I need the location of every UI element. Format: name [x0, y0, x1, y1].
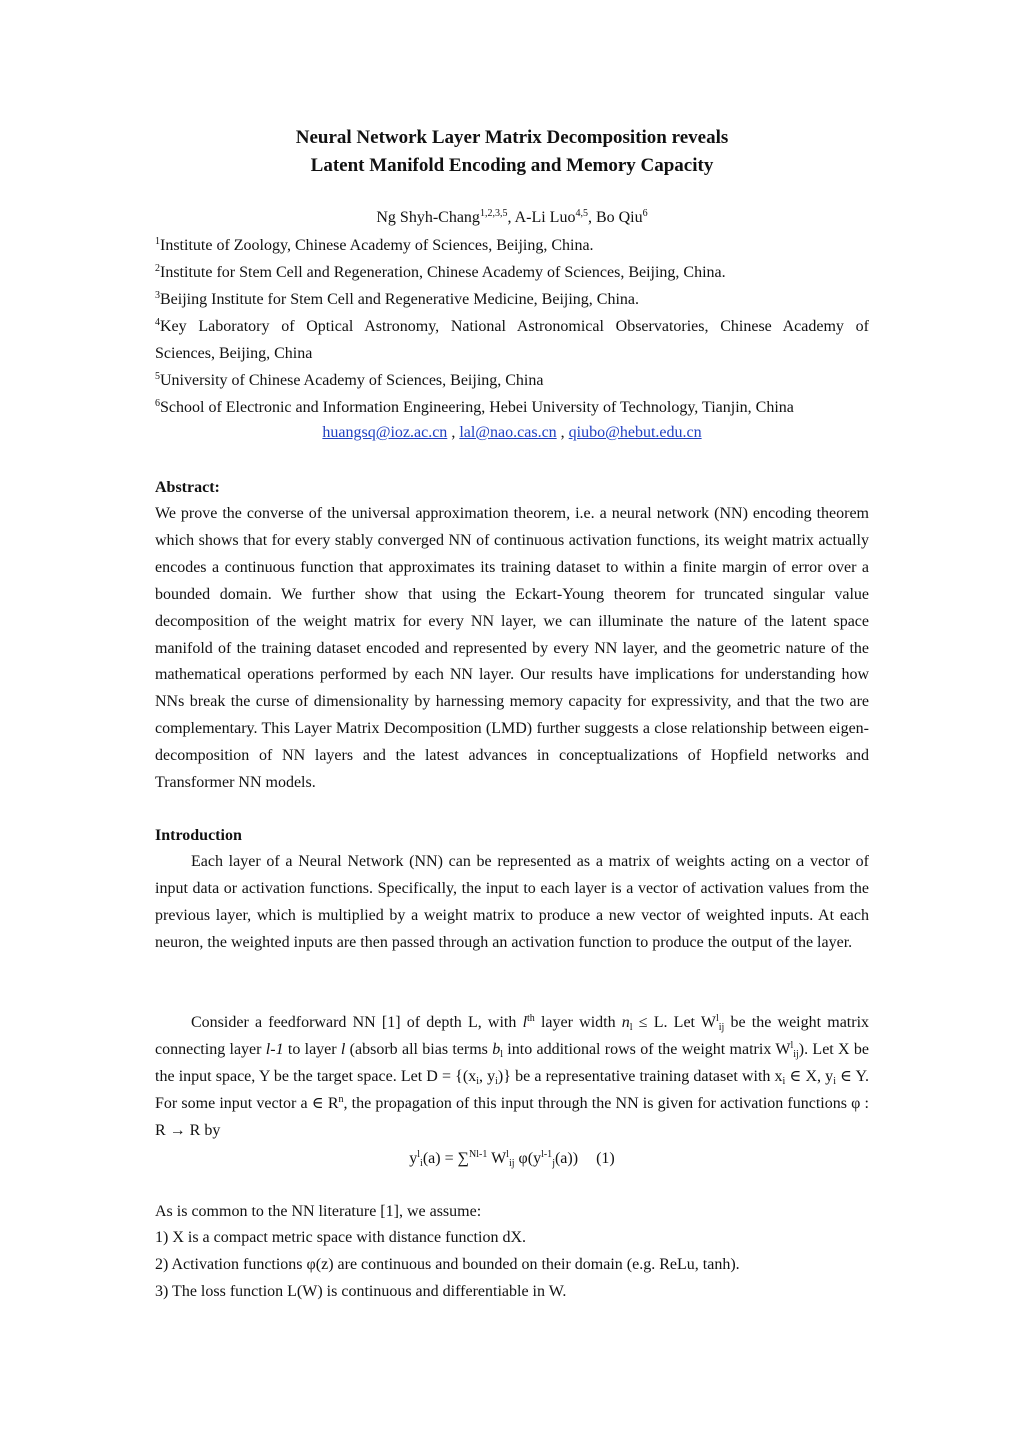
- paper-title: [100, 124, 924, 180]
- introduction-paragraph-1: Each layer of a Neural Network (NN) can be represented as a matrix of weights acting on a vector of input data or activation functions. Specifically, the input to each layer is a vector of activation values from the previous layer, which is multiplied by a weight matrix to produce a new vector of weighted inputs. At each neuron, the weighted inputs are then passed through an activation function to produce the output of the layer.: [155, 853, 869, 951]
- email-separator: ,: [451, 424, 456, 441]
- affiliation-1: [155, 232, 869, 259]
- affiliation-number: 4: [155, 317, 160, 328]
- affiliation-3: [155, 286, 869, 313]
- affiliation-text: Key Laboratory of Optical Astronomy, National Astronomical Observatories, Chinese Academy of: [160, 318, 869, 335]
- introduction-paragraph-2: Consider a feedforward NN [1] of depth L, with $l^{th}$ layer width $n_l \le L$. Let $W^l_{ij}$ be the weight matrix connecting layer l-1 to layer l (absorb all bias terms $b_l$ into additional rows of the weight matrix $W^l_{ij}$). Let X be the input space, Y be the target space. Let $D = \{(x_i$, $y_i$)} be a representative training dataset with $x_i$ ∈ X, $y_i$ ∈ Y. For some input vector a ∈ $R^n$, the propagation of this input through the NN is given for activation functions φ : R → R by: [155, 1013, 870, 1139]
- author-affil-marker: 6: [642, 208, 648, 219]
- author-list: Ng Shyh-Chang$^{1,2,3,5}$, A-Li Luo$^{4,5}$, Bo Qiu$^6$: [376, 208, 648, 226]
- assumption-item-1: 1) X is a compact metric space with distance function dX.: [155, 1229, 526, 1246]
- email-link-3[interactable]: qiubo@hebut.edu.cn: [568, 424, 702, 441]
- affiliation-number: 3: [155, 290, 160, 301]
- affiliation-text: Beijing Institute for Stem Cell and Regenerative Medicine, Beijing, China.: [160, 291, 640, 308]
- assumptions-intro: As is common to the NN literature [1], we assume:: [155, 1203, 482, 1220]
- affiliation-4: [155, 313, 869, 340]
- email-separator: ,: [560, 424, 565, 441]
- affiliation-text: Institute for Stem Cell and Regeneration, Chinese Academy of Sciences, Beijing, China.: [160, 264, 726, 281]
- affiliation-number: 1: [155, 236, 160, 247]
- introduction-heading: Introduction: [155, 827, 242, 844]
- affiliation-text: University of Chinese Academy of Sciences, Beijing, China: [160, 372, 544, 389]
- affiliation-4-continued: Sciences, Beijing, China: [155, 345, 313, 362]
- assumption-item-3: 3) The loss function L(W) is continuous and differentiable in W.: [155, 1283, 567, 1300]
- title-line-1: Neural Network Layer Matrix Decomposition reveals: [295, 127, 729, 148]
- title-line-2: Latent Manifold Encoding and Memory Capacity: [310, 155, 714, 176]
- equation-number: (1): [596, 1150, 615, 1167]
- author-affil-marker: 1,2,3,5: [479, 208, 508, 219]
- email-link-2[interactable]: lal@nao.cas.cn: [459, 424, 557, 441]
- affiliation-text: Institute of Zoology, Chinese Academy of Sciences, Beijing, China.: [160, 237, 594, 254]
- affiliation-number: 2: [155, 263, 160, 274]
- affiliation-number: 5: [155, 371, 160, 382]
- email-list: [100, 421, 924, 445]
- affiliation-number: 6: [155, 398, 160, 409]
- affiliation-text: School of Electronic and Information Engineering, Hebei University of Technology, Tianjin, China: [160, 399, 794, 416]
- affiliation-6: [155, 394, 869, 421]
- affiliation-2: [155, 259, 869, 286]
- author-name: A-Li Luo: [514, 209, 576, 226]
- author-affil-marker: 4,5: [575, 208, 588, 219]
- equation-1: $y^l_i(a) = \sum^{Nl-1}$ $W^l_{ij}$ $\varphi(y^{l-1}_j(a))$ (1): [409, 1149, 615, 1169]
- author-name: Ng Shyh-Chang: [376, 209, 480, 226]
- abstract-heading: Abstract:: [155, 479, 220, 496]
- assumption-item-2: 2) Activation functions φ(z) are continuous and bounded on their domain (e.g. ReLu, tanh).: [155, 1256, 740, 1273]
- email-link-1[interactable]: huangsq@ioz.ac.cn: [322, 424, 448, 441]
- affiliation-5: [155, 367, 869, 394]
- abstract-text: We prove the converse of the universal approximation theorem, i.e. a neural network (NN) encoding theorem which shows that for every stably converged NN of continuous activation functions, its weight matrix actually encodes a continuous function that approximates its training dataset to within a finite margin of error over a bounded domain. We further show that using the Eckart-Young theorem for truncated singular value decomposition of the weight matrix for every NN layer, we can illuminate the nature of the latent space manifold of the training dataset encoded and represented by every NN layer, and the geometric nature of the mathematical operations performed by each NN layer. Our results have implications for understanding how NNs break the curse of dimensionality by harnessing memory capacity for expressivity, and that the two are complementary. This Layer Matrix Decomposition (LMD) further suggests a close relationship between eigen-decomposition of NN layers and the latest advances in conceptualizations of Hopfield networks and Transformer NN models.: [155, 505, 869, 792]
- author-name: Bo Qiu: [595, 209, 643, 226]
